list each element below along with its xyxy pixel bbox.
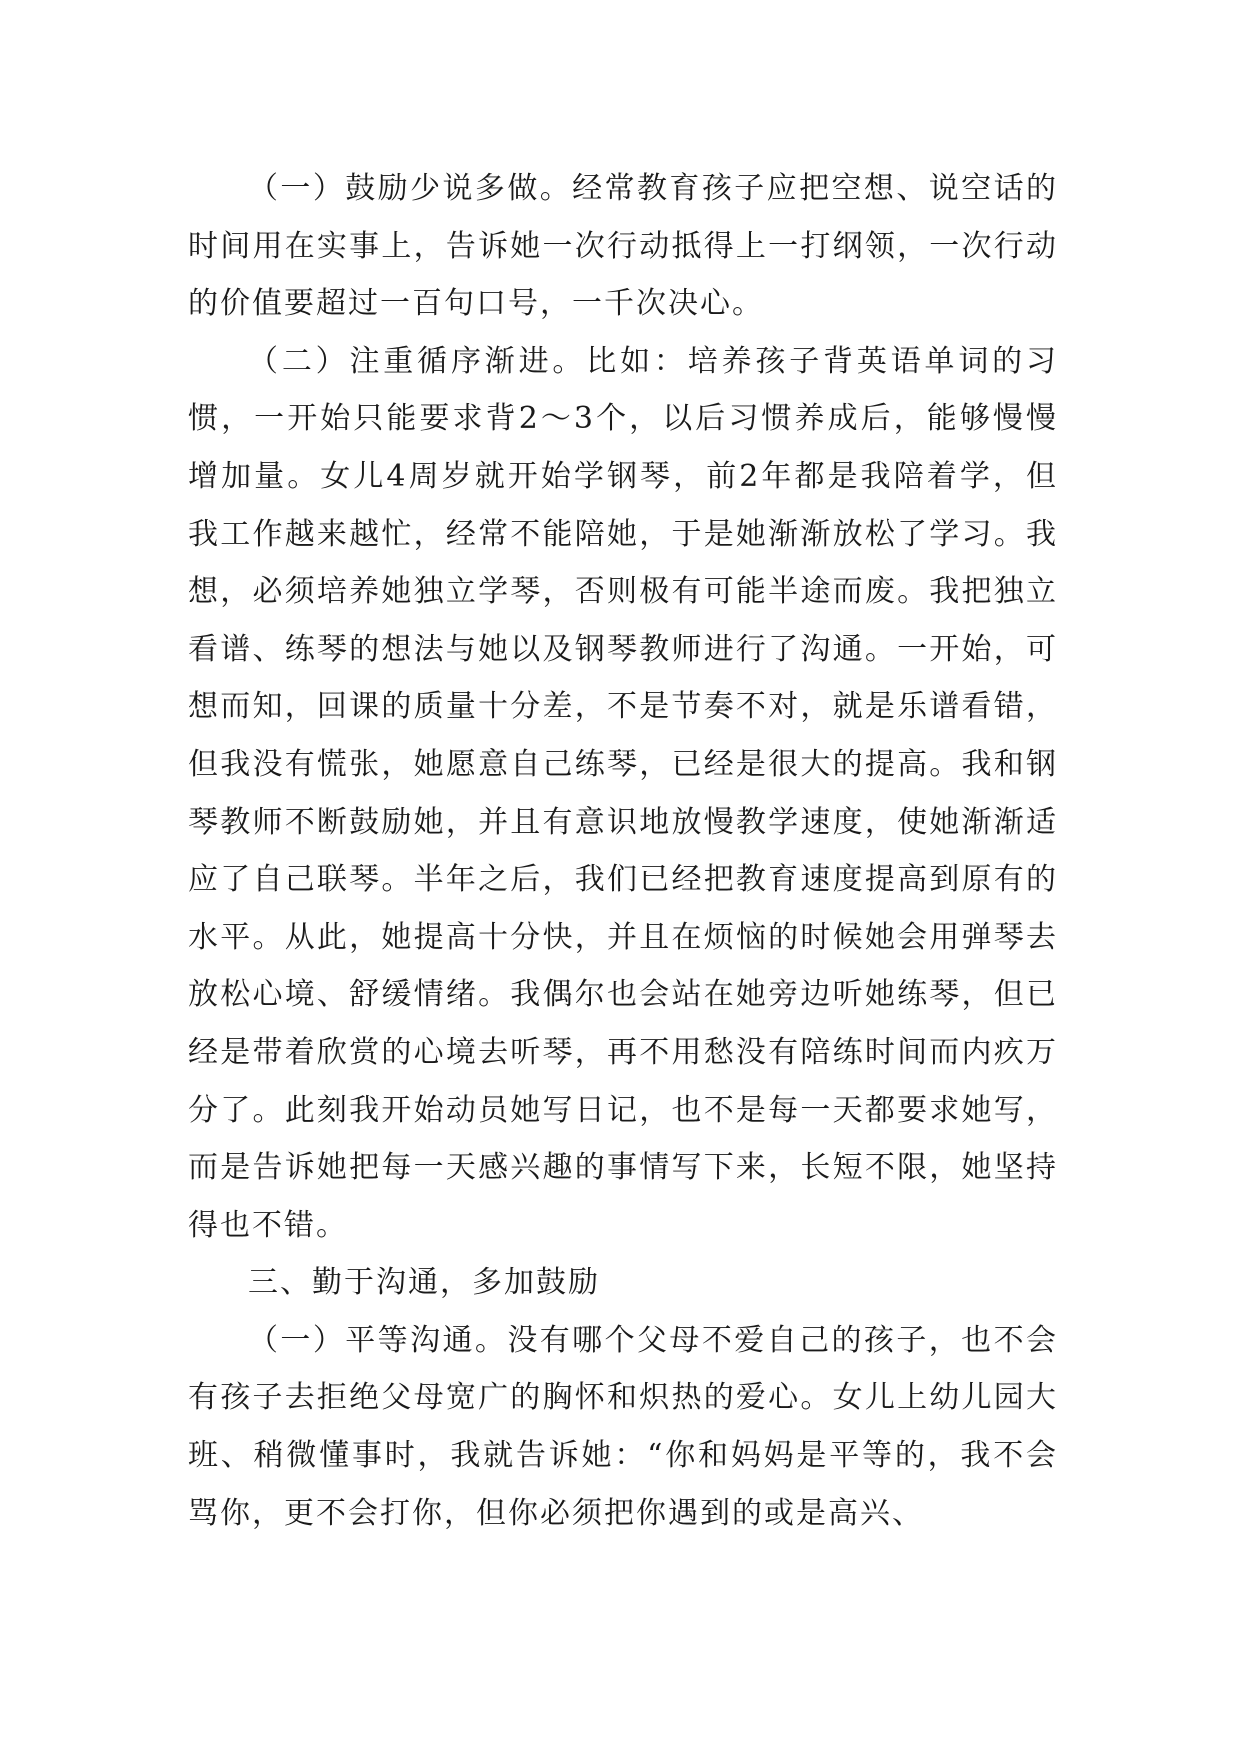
section-heading-communication: 三、勤于沟通，多加鼓励 [248,1265,600,1301]
document-body [188,160,1058,1542]
paragraph-encourage-action: （一）鼓励少说多做。经常教育孩子应把空想、说空话的时间用在实事上，告诉她一次行动抵得上一打纲领，一次行动的价值要超过一百句口号，一千次决心。 [188,171,1058,322]
paragraph-gradual-progress: （二）注重循序渐进。比如：培养孩子背英语单词的习惯，一开始只能要求背2～3个，以后习惯养成后，能够慢慢增加量。女儿4周岁就开始学钢琴，前2年都是我陪着学，但我工作越来越忙，经常不能陪她，于是她渐渐放松了学习。我想，必须培养她独立学琴，否则极有可能半途而废。我把独立看谱、练琴的想法与她以及钢琴教师进行了沟通。一开始，可想而知，回课的质量十分差，不是节奏不对，就是乐谱看错，但我没有慌张，她愿意自己练琴，已经是很大的提高。我和钢琴教师不断鼓励她，并且有意识地放慢教学速度，使她渐渐适应了自己联琴。半年之后，我们已经把教育速度提高到原有的水平。从此，她提高十分快，并且在烦恼的时候她会用弹琴去放松心境、舒缓情绪。我偶尔也会站在她旁边听她练琴，但已经是带着欣赏的心境去听琴，再不用愁没有陪练时间而内疚万分了。此刻我开始动员她写日记，也不是每一天都要求她写，而是告诉她把每一天感兴趣的事情写下来，长短不限，她坚持得也不错。 [188,343,1058,1243]
paragraph-equal-communication: （一）平等沟通。没有哪个父母不爱自己的孩子，也不会有孩子去拒绝父母宽广的胸怀和炽热的爱心。女儿上幼儿园大班、稍微懂事时，我就告诉她：“你和妈妈是平等的，我不会骂你，更不会打你，但你必须把你遇到的或是高兴、 [188,1322,1058,1531]
